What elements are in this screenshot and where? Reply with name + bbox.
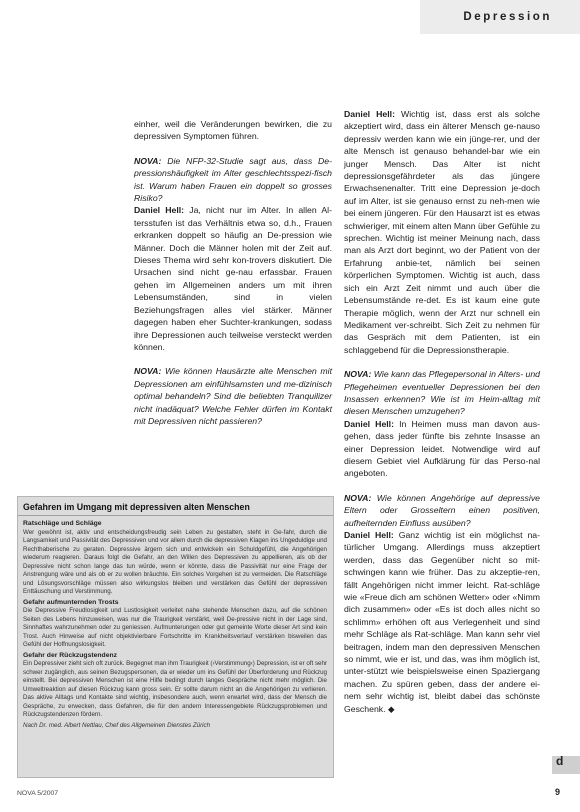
sidebar-box-title: Gefahren im Umgang mit depressiven alten Menschen: [23, 502, 250, 512]
paragraph-text: Ja, nicht nur im Alter. In allen Al-tersstufen ist das Verhältnis etwa so, d.h., Frauen erkranken doppelt so häufig an De-pression wie Männer. Doch die Männer holen mit der Zeit auf. Dieses Thema wird sehr kon-trovers diskutiert. Die Ursachen sind nicht ge-nau erfassbar. Frauen gehen im Allgemeinen anders um mit ihren Lebensumständen, sind in vielen Beziehungsfragen alles viel stärker. Männer dagegen haben eher Suchter-krankungen, sodass ihre Depressionen auch teilweise versteckt werden können.: [134, 205, 332, 352]
interview-question: [344, 492, 540, 529]
speaker-label: Daniel Hell:: [344, 418, 394, 429]
interview-question: [134, 155, 332, 205]
sidebar-section-text: Wer gewöhnt ist, aktiv und entscheidungsfreudig sein Leben zu gestalten, steht in Ge-fahr, durch die Langsamkeit und Passivität des Depressiven und vor allem durch die depressiven Klagen ins Ungeduldige und Rechthaberische zu geraten. Depressive ärgern sich und entwickeln ein Schuldgefühl, die Angehörigen wiederum reagieren. Daraus folgt die Gefahr, an den Willen des Depressiven zu appellieren, als ob der Depressive nicht schon lange das tun würde, wenn er könnte, dass die Passivität nur eine Frage der Anstrengung wäre und als ob er zu wollen bräuchte. Ein solches Vorgehen ist zu vermeiden. Die Ratschläge und Lösungsvorschläge müssen also wirkungslos bleiben und verstärken das Gefühl der depressiven Enttäuschung und Verstimmung.: [23, 528, 327, 595]
speaker-label: Daniel Hell:: [344, 530, 394, 540]
left-article-column: [134, 118, 332, 427]
section-title: Depression: [463, 11, 552, 23]
speaker-label: NOVA:: [344, 492, 372, 503]
paragraph-text: Wie können Angehörige auf depressive Eltern oder Grosseltern einen positiven, aufheiternden Einfluss ausüben?: [344, 492, 541, 528]
sidebar-box-divider: [18, 515, 333, 516]
interview-answer: [344, 418, 540, 480]
paragraph-gap: [134, 353, 332, 365]
paragraph-gap: [344, 356, 540, 368]
paragraph-gap: [344, 480, 540, 492]
speaker-label: NOVA:: [344, 369, 372, 380]
speaker-label: NOVA:: [134, 155, 162, 166]
right-article-column: [344, 108, 540, 715]
interview-answer: [134, 204, 332, 353]
paragraph-text: einher, weil die Veränderungen bewirken, die zu depressiven Symptomen führen.: [134, 119, 332, 142]
sidebar-info-box: [17, 496, 334, 778]
paragraph-text: Wichtig ist, dass erst als solche akzeptiert wird, dass ein älterer Mensch ge-nauso depressiv werden kann wie ein jünge-rer, und der alte Mensch ist genauso behandel-bar wie ein junger Mensch. Das Alter ist nicht depressionsgefährdeter als das jüngere Erwachsenenalter. Tritt eine Depression je-doch auf im Alter, ist sie genauso ernst zu neh-men wie bei einem jüngeren. Für den Hausarzt ist es etwas schwieriger, mit einem alten Mann über Gefühle zu sprechen. Wichtig ist meiner Meinung nach, dass man als Arzt dort beginnt, wo der Patient von der Erfahrung anbie-tet, nämlich bei seinen körperlichen Symptomen. Wichtig ist auch, dass sich ein Arzt Zeit nimmt und auch über die Lebensumstände re-det. Es ist kaum eine gute Therapie möglich, wenn der Arzt nur schnell ein Medikament ver-schreibt. Sich Zeit zu nehmen für das Gespräch mit dem Patienten, ist ein schlaggebend für die Depressionstherapie.: [344, 109, 541, 355]
paragraph-text: Wie können Hausärzte alte Menschen mit Depressionen am einfühlsamsten und me-dizinisch optimal behandeln? Sind die beliebten Tranquilizer nicht inadäquat? Welche Fehler dürfen im Kontakt mit Depressiven nicht passieren?: [134, 366, 332, 426]
sidebar-source-note: Nach Dr. med. Albert Nettlau, Chef des Allgemeinen Dienstes Zürich: [23, 721, 211, 729]
edge-tab-letter: d: [556, 754, 564, 768]
paragraph-text: Wie kann das Pflegepersonal in Alters- und Pflegeheimen eventueller Depressionen bei den Insassen erkennen? Wie ist im Heim-alltag mit diesen Menschen umzugehen?: [344, 369, 540, 417]
sidebar-box-body: [23, 518, 327, 730]
interview-question: [344, 368, 540, 418]
magazine-issue: NOVA 5/2007: [17, 790, 59, 797]
sidebar-section-text: Ein Depressiver zieht sich oft zurück. Begegnet man ihm Traurigkeit (›Verstimmung‹) Depression, ist er oft sehr schwer zugänglich, aus seinen Bezugspersonen, da er wieder um ins Gefühl der Überforderung und Rückzug einstellt. Bei depressiven Menschen ist eine Hilfe bedingt durch langes Gespräche nicht mehr möglich. Die Umweltreaktion auf diesen Rückzug kann gross sein. Er sollte darum nicht an die Angehörigen zu verlieren. Das aktive Alltags und Kontakte sind wichtig, insbesondere auch, wenn erwartet wird, dass der Mensch die Gespräche, zu erwecken, dass Gefahren, die für den andern Interessengebiete Rückzugsproblemen und Rückzugstendenzen fördern.: [23, 660, 327, 718]
interview-question: [134, 365, 332, 427]
paragraph-text: Ganz wichtig ist ein möglichst na-türlicher Umgang. Allerdings muss akzeptiert werden, dass das Gegenüber nicht so mit-schwingen kann wie früher. Das zu akzeptie-ren, fällt Angehörigen nicht immer leicht. Rat-schläge wie «Freue dich am schönen Wetter» oder «Nimm dich zusammen» oder «Es ist doch alles nicht so schlimm» erhöhen oft aus Verlegenheit und sind mehr Schläge als Rat-schläge. Man kann sehr viel beitragen, indem man den depressiven Menschen so nimmt, wie er ist, und das, was ihm möglich ist, unter-stützt wie beispielsweise einen Spaziergang machen. Zu spüren geben, dass der andere ei-nem sehr wichtig ist, bleibt dabei das schönste Geschenk. ◆: [344, 530, 541, 714]
paragraph-gap: [134, 143, 332, 155]
speaker-label: Daniel Hell:: [134, 205, 185, 216]
body-paragraph: [134, 118, 332, 143]
page-number: 9: [554, 787, 560, 797]
sidebar-section-heading: Gefahr der Rückzugstendenz: [23, 651, 118, 659]
speaker-label: NOVA:: [134, 366, 162, 377]
paragraph-text: Die NFP-32-Studie sagt aus, dass De-pressionshäufigkeit im Alter geschlechtsspezi-fisch ist. Warum haben Frauen ein doppelt so grosses Risiko?: [134, 155, 332, 204]
sidebar-section-heading: Ratschläge und Schläge: [23, 520, 102, 527]
interview-answer: [344, 529, 540, 715]
sidebar-section-heading: Gefahr aufmunternden Trosts: [23, 598, 119, 606]
interview-answer: [344, 108, 540, 356]
paragraph-text: In Heimen muss man davon aus-gehen, dass jeder fünfte bis zehnte Insasse an einer Depression leidet. Notwendige wird auf diesem Gebiet viel Aufklärung für das Perso-nal angeboten.: [344, 418, 540, 479]
sidebar-section-text: Die Depressive Freudlosigkeit und Lustlosigkeit verleitet nahe stehende Menschen dazu, auf die schönen Seiten des Lebens hinzuweisen, was nur die Traurigkeit verstärkt, weil De-pressive nicht in der Lage sind, Sinnhaftes wahrzunehmen oder zu geniessen. Aufmunterungen oder gut gemeinte Worte dieser Art sind kein Trost. Auch Hinweise auf nicht objektivierbare Fortschritte im Krankheitsverlauf verstärken bisweilen das Gefühl der Hoffnungslosigkeit.: [23, 607, 327, 648]
speaker-label: Daniel Hell:: [344, 109, 395, 119]
